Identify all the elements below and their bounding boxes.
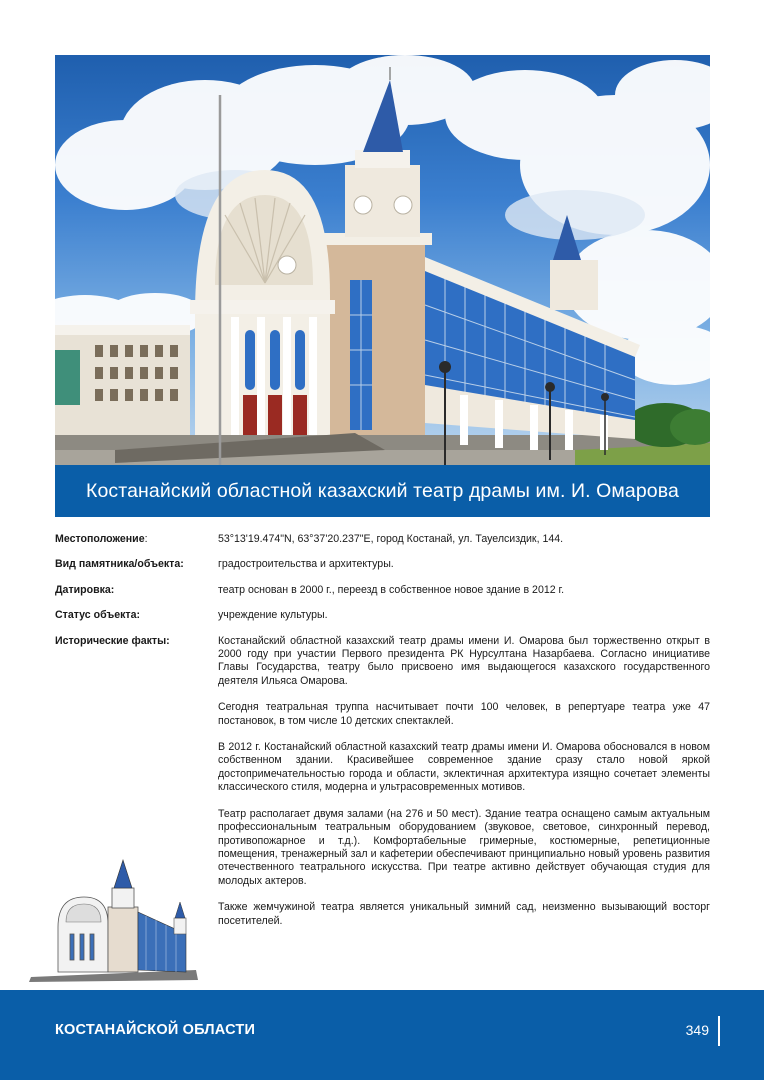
history-label: Исторические факты:	[55, 634, 170, 647]
location-value: 53°13'19.474"N, 63°37'20.237"E, город Костанай, ул. Тауелсиздик, 144.	[218, 533, 564, 545]
info-row-dating	[55, 584, 710, 597]
title-bar	[55, 465, 710, 517]
page-title: Костанайский областной казахский театр драмы им. И. Омарова	[86, 479, 679, 502]
page-divider	[718, 1016, 720, 1046]
info-row-location	[55, 533, 710, 546]
building-sketch	[26, 852, 201, 984]
dating-value: театр основан в 2000 г., переезд в собственное новое здание в 2012 г.	[218, 583, 565, 596]
monument-type-value: градостроительства и архитектуры.	[218, 558, 394, 571]
footer-band	[0, 990, 764, 1080]
footer-region: КОСТАНАЙСКОЙ ОБЛАСТИ	[55, 1022, 256, 1038]
history-paragraph: Костанайский областной казахский театр драмы имени И. Омарова был торжественно открыт в 2000 году при участии Первого президента РК Нурсултана Назарбаева. Согласно инициативе Главы Государства, театру было присвоено имя выдающегося казахского государственного деятеля Ильяса Омарова.	[218, 634, 710, 687]
building-photo	[55, 55, 710, 465]
location-label: Местоположение	[55, 533, 145, 545]
monument-type-label: Вид памятника/объекта:	[55, 558, 184, 571]
location-label-colon: :	[144, 533, 148, 545]
history-paragraph: Также жемчужиной театра является уникальный зимний сад, неизменно вызывающий восторг посетителей.	[218, 901, 710, 927]
info-row-status	[55, 609, 710, 622]
info-row-monument-type	[55, 558, 710, 571]
page-number: 349	[685, 1022, 709, 1038]
status-value: учреждение культуры.	[218, 609, 328, 622]
history-paragraph: Театр располагает двумя залами (на 276 и 50 мест). Здание театра оснащено самым актуальным профессиональным театральным оборудованием (звуковое, световое, синхронный перевод, противопожарное и т.д.). Комфортабельные гримерные, костюмерные, репетиционные помещения, тренажерный зал и кафетерии обеспечивают принципиально новый уровень развития отечественного театрального искусства. При театре активно действует обучающая студия для молодых актеров.	[218, 807, 710, 887]
dating-label: Датировка:	[55, 583, 115, 596]
status-label: Статус объекта:	[55, 609, 141, 622]
history-paragraph: В 2012 г. Костанайский областной казахский театр драмы имени И. Омарова обосновался в новом собственном здании. Красивейшее современное здание сразу стало новой яркой достопримечательностью города и области, эклектичная архитектура изящно сочетает элементы классического стиля, модерна и ультрасовременных мотивов.	[218, 741, 710, 794]
history-paragraph: Сегодня театральная труппа насчитывает почти 100 человек, в репертуаре театра уже 47 постановок, в том числе 10 детских спектаклей.	[218, 701, 710, 727]
